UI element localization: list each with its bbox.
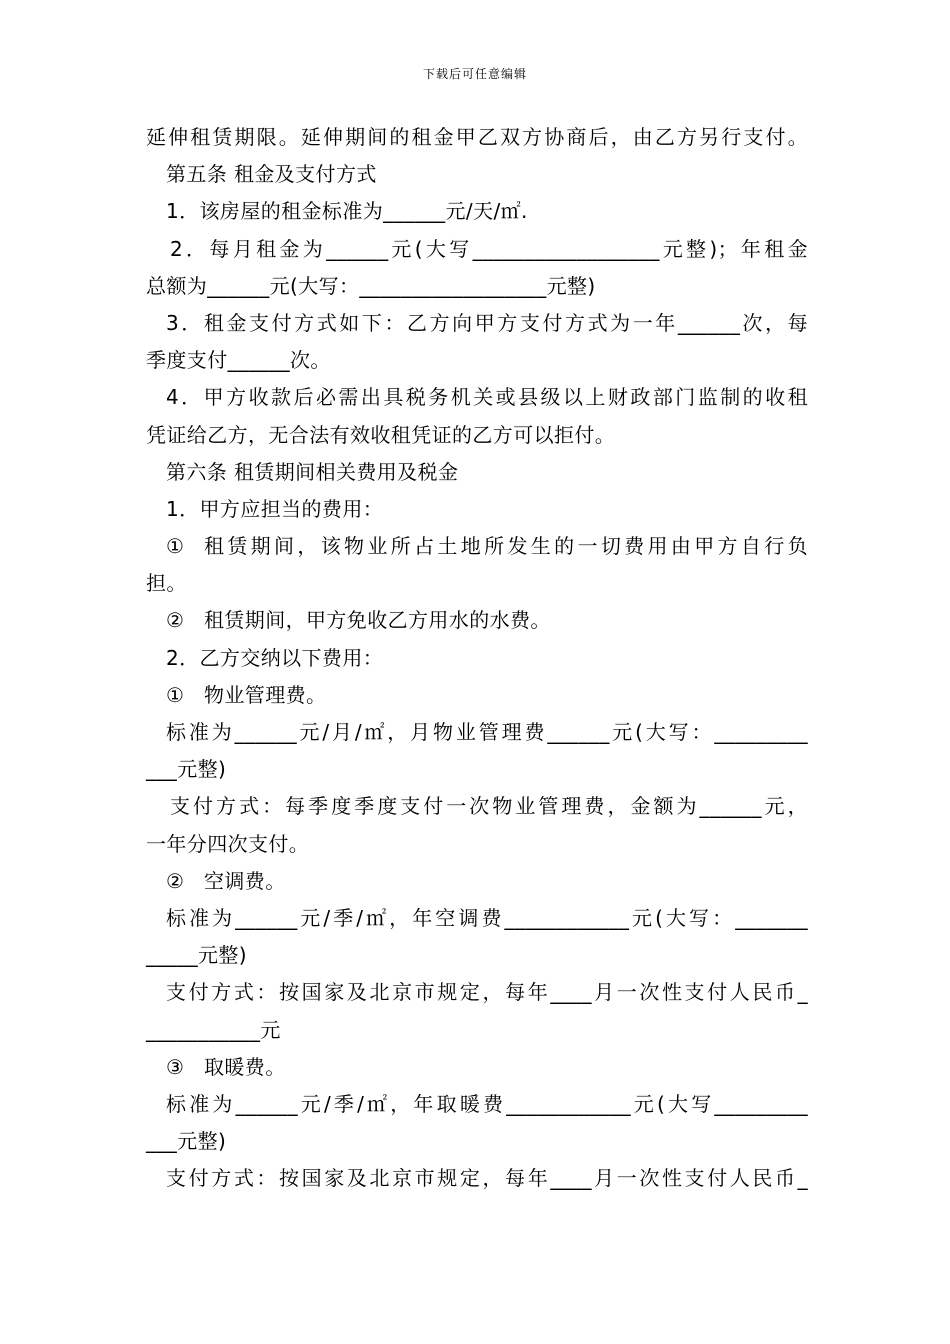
text-line-l25: ___________元 xyxy=(146,1017,281,1042)
text-line-l14 xyxy=(146,602,808,639)
text-line-l05: 总额为______元(大写：__________________元整) xyxy=(146,273,596,298)
list-item-text: 取暖费。 xyxy=(204,1054,286,1079)
page-header: 下载后可任意编辑 xyxy=(422,67,527,81)
text-line-l16 xyxy=(146,677,808,714)
text-line-l27: 标准为______元/季/㎡，年取暖费____________元(大写_________ xyxy=(166,1091,808,1116)
list-item-text: 租赁期间，甲方免收乙方用水的水费。 xyxy=(204,608,551,633)
text-line-l15: 2．乙方交纳以下费用： xyxy=(166,645,384,670)
text-line-l04: 2．每月租金为______元(大写__________________元整)；年租金 xyxy=(170,236,808,261)
text-line-l12 xyxy=(146,528,808,565)
list-item-text: 空调费。 xyxy=(204,868,286,893)
list-item-text: 物业管理费。 xyxy=(204,682,327,707)
list-marker: ② xyxy=(166,608,185,633)
text-line-l26 xyxy=(146,1049,808,1086)
text-line-l22: 标准为______元/季/㎡，年空调费____________元(大写：_______ xyxy=(166,905,808,930)
list-marker: ② xyxy=(166,868,185,893)
text-line-l20: 一年分四次支付。 xyxy=(146,831,310,856)
text-line-l28: ___元整) xyxy=(146,1129,227,1154)
text-line-l02: 第五条 租金及支付方式 xyxy=(166,162,377,187)
list-marker: ① xyxy=(166,534,185,559)
text-line-l13: 担。 xyxy=(146,571,187,596)
text-line-l01: 延伸租赁期限。延伸期间的租金甲乙双方协商后，由乙方另行支付。 xyxy=(146,125,808,149)
text-line-l06: 3．租金支付方式如下：乙方向甲方支付方式为一年______次，每 xyxy=(166,310,808,335)
text-line-l09: 凭证给乙方，无合法有效收租凭证的乙方可以拒付。 xyxy=(146,422,616,447)
text-line-l10: 第六条 租赁期间相关费用及税金 xyxy=(166,459,459,484)
text-line-l03: 1．该房屋的租金标准为______元/天/㎡. xyxy=(166,199,528,224)
text-line-l19: 支付方式：每季度季度支付一次物业管理费，金额为______元， xyxy=(170,794,808,819)
text-line-l21 xyxy=(146,863,808,900)
list-marker: ③ xyxy=(166,1054,185,1079)
list-marker: ① xyxy=(166,682,185,707)
text-line-l07: 季度支付______次。 xyxy=(146,348,331,373)
text-line-l18: ___元整) xyxy=(146,757,227,782)
text-line-l23: _____元整) xyxy=(146,943,248,968)
text-line-l08: 4．甲方收款后必需出具税务机关或县级以上财政部门监制的收租 xyxy=(166,385,808,410)
list-item-text: 租赁期间，该物业所占土地所发生的一切费用由甲方自行负 xyxy=(204,534,808,559)
text-line-l29: 支付方式：按国家及北京市规定，每年____月一次性支付人民币_ xyxy=(166,1166,808,1191)
document-body xyxy=(146,119,808,1197)
text-line-l11: 1．甲方应担当的费用： xyxy=(166,496,384,521)
text-line-l17: 标准为______元/月/㎡，月物业管理费______元(大写：_________ xyxy=(166,720,808,744)
text-line-l24: 支付方式：按国家及北京市规定，每年____月一次性支付人民币_ xyxy=(166,980,808,1005)
